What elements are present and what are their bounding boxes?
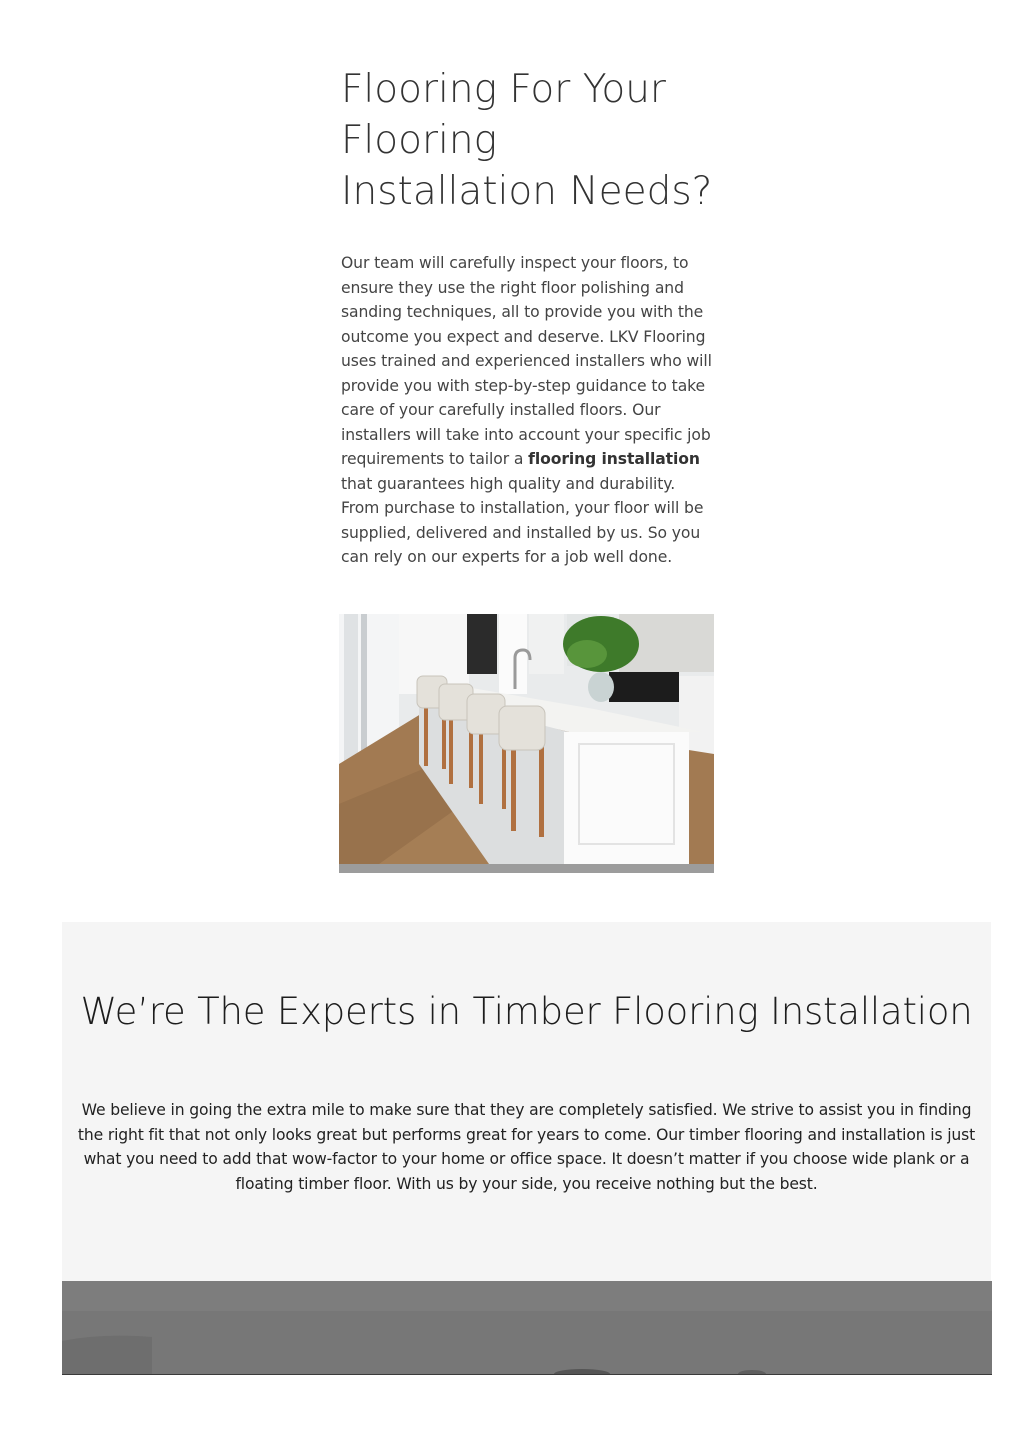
intro-text-start: Our team will carefully inspect your floors, to ensure they use the right floor polishing and sanding techniques, all to provide you with the outcome you expect and deserve. LKV Flooring uses trained and experienced installers who will provide you with step-by-step guidance to take care of your carefully installed floors. Our installers will take into account your specific job requirements to tailor a (341, 254, 712, 468)
intro-paragraph (341, 251, 715, 570)
intro-text-end: that guarantees high quality and durability. From purchase to installation, your floor will be supplied, delivered and installed by us. So you can rely on our experts for a job well done. (341, 474, 704, 566)
page-title: Flooring For Your Flooring Installation Needs? (341, 67, 713, 214)
experts-section (62, 922, 991, 1281)
flooring-installation-link[interactable]: flooring installation (528, 450, 700, 468)
bottom-banner-illustration (62, 1281, 992, 1374)
kitchen-photo-illustration (339, 614, 714, 864)
experts-text: We believe in going the extra mile to make sure that they are completely satisfied. We strive to assist you in finding the right fit that not only looks great but performs great for years to come. Our timber flooring and installation is just what you need to add that wow-factor to your home or office space. It doesn’t matter if you choose wide plank or a floating timber floor. With us by your side, you receive nothing but the best. (77, 1101, 976, 1193)
kitchen-photo (339, 614, 714, 873)
bottom-banner-image (62, 1281, 992, 1375)
hero-column (341, 64, 715, 570)
experts-title: We’re The Experts in Timber Flooring Installation (80, 990, 973, 1033)
